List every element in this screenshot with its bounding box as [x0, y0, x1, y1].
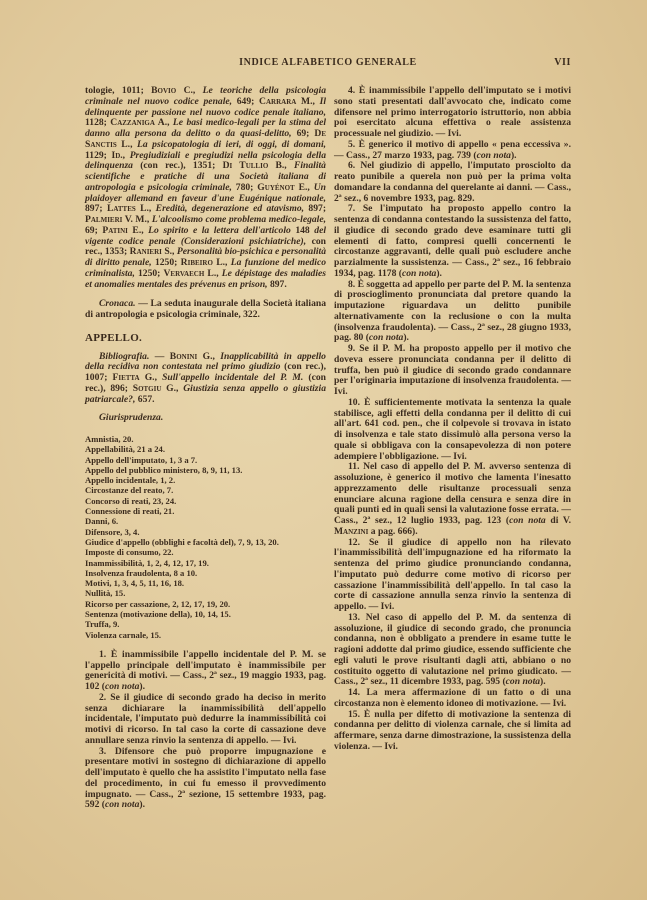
- index-entry: Insolvenza fraudolenta, 8 a 10.: [85, 567, 198, 578]
- holding-paragraph: [85, 747, 326, 812]
- holdings-left: [85, 650, 326, 811]
- text-run: 2. Se il giudice di secondo grado ha deciso in merito senza dichiarare la inammissibilità dell'appello incidentale, l'imputato può dedurre la inammissibilità coi motivi di ricorso. In tal caso la corte di cassazione deve annullare senza rinvio la sentenza di appello. — Ivi.: [85, 691, 326, 746]
- text-run: 6. Nel giudizio di appello, l'imputato prosciolto da reato punibile a querela non può per la prima volta domandare la condanna del querelante ai danni. — Cass., 2ª sez., 6 novembre 1933, pag. 829.: [334, 160, 571, 204]
- holding-paragraph: [334, 280, 571, 345]
- italic-text: Le teoriche della psicologia criminale nel nuovo codice penale,: [85, 85, 326, 107]
- text-run: 1250;: [154, 257, 181, 268]
- section-title: APPELLO.: [85, 331, 143, 344]
- index-entry: Circostanze del reato, 7.: [85, 485, 174, 496]
- text-run: tologie, 1011;: [85, 85, 152, 96]
- index-entry: Appello incidentale, 1, 2.: [85, 475, 176, 486]
- text-run: 1. È inammissibile l'appello incidentale del P. M. se l'appello principale dell'imputato è inammissibile per genericità di motivi. — Cass., 2ª sez., 19 maggio 1933, pag. 102 (: [85, 648, 326, 693]
- index-entry: Appellabilità, 21 a 24.: [85, 444, 165, 455]
- author-name: Carrara M.,: [259, 95, 320, 107]
- italic-text: del vigente codice penale (Considerazioni psichiatriche),: [85, 224, 326, 247]
- author-name: Palmieri V. M.,: [85, 214, 152, 225]
- author-name: Bovio C.,: [151, 85, 203, 96]
- italic-text: La funzione del medico criminalista,: [85, 257, 327, 279]
- index-entry: Danni, 6.: [85, 516, 119, 527]
- text-run: 15. È nulla per difetto di motivazione la sentenza di condanna per delitto di violenza carnale, che si limita ad affermare, senza darne dimostrazione, la sussistenza della violenza. — Ivi.: [334, 708, 571, 752]
- text-run: 69;: [296, 128, 315, 139]
- index-entry: Appello dell'imputato, 1, 3 a 7.: [85, 454, 198, 465]
- text-run: 7. Se l'imputato ha proposto appello contro la sentenza di condanna contestando la sussistenza del fatto, il giudice di secondo grado deve esaminare tutti gli elementi di fatto, compresi quelli concernenti le circostanze aggravanti, delle quali può escludere anche parzialmente la sussistenza. — Cass., 2ª sez., 16 febbraio 1934, pag. 1178 (: [334, 203, 571, 279]
- italic-text: Bibliografia.: [99, 350, 155, 362]
- italic-text: La psicopatologia di ieri, di oggi, di domani,: [137, 138, 327, 150]
- bibliografia-paragraph: [85, 352, 326, 406]
- italic-text: Giustizia senza appello o giustizia patriarcale?,: [85, 382, 326, 405]
- author-name: Vervaech L.,: [163, 267, 222, 279]
- text-run: 657.: [137, 393, 155, 405]
- holding-paragraph: [334, 613, 571, 688]
- holding-paragraph: [334, 161, 571, 204]
- italic-text: Le dépistage des maladies et anomalies mentales des prévenus en prison,: [85, 267, 326, 290]
- left-column: [85, 86, 326, 811]
- italic-text: con nota: [104, 681, 140, 693]
- italic-text: Lo spirito e la lettera dell'articolo: [148, 224, 296, 236]
- text-run: (con rec.), 1351;: [140, 160, 223, 172]
- author-name: Fietta G.,: [112, 372, 163, 383]
- author-name: Id.,: [111, 149, 130, 161]
- author-name: Ribeiro L.,: [180, 257, 231, 268]
- header-title: INDICE ALFABETICO GENERALE: [239, 57, 417, 68]
- index-entry: Ricorso per cassazione, 2, 12, 17, 19, 20.: [85, 598, 231, 609]
- author-name: Ranieri S.,: [129, 246, 177, 258]
- text-run: 69;: [85, 224, 103, 236]
- text-run: 897;: [85, 203, 107, 215]
- text-run: 897;: [308, 203, 327, 215]
- italic-text: con nota: [368, 332, 404, 344]
- holding-paragraph: [334, 688, 571, 710]
- text-run: 649;: [236, 95, 260, 107]
- text-run: 14. La mera affermazione di un fatto o di una circostanza non è elemento idoneo di motivazione. — Ivi.: [334, 687, 571, 709]
- holdings-right: [334, 86, 571, 753]
- index-entry: Amnistia, 20.: [85, 434, 134, 444]
- text-run: 12. Se il giudice di appello non ha rilevato l'inammissibilità dell'impugnazione ed ha riformato la sentenza del primo giudice pronunciando condanna, l'imputato può dedurre come motivo di ricorso per cassazione l'inammissibilità dell'appello. In tal caso la corte di cassazione annulla senza rinvio la sentenza di appello. — Ivi.: [334, 536, 571, 612]
- author-name: Patini E.,: [102, 224, 149, 236]
- index-entry: Truffa, 9.: [85, 619, 120, 630]
- text-run: con rec., 1353;: [85, 235, 326, 258]
- text-run: 1128;: [85, 117, 111, 129]
- author-name: Guyénot E.,: [257, 181, 314, 193]
- text-run: 11. Nel caso di appello del P. M. avverso sentenza di assoluzione, è generico il motivo che lamenta l'inesatto apprezzamento delle risultanze processuali senza enunciare alcuna ragione della censura e senza dire in quali punti ed in quali sensi la valutazione fosse errata. — Cass., 2ª sez., 12 luglio 1933, pag. 123 (: [334, 461, 571, 526]
- author-name: Cazzaniga A.,: [110, 117, 173, 129]
- text-run: 1250;: [137, 267, 164, 279]
- italic-text: con nota: [505, 676, 541, 688]
- holding-paragraph: [334, 462, 571, 537]
- holding-paragraph: [334, 344, 571, 398]
- holding-paragraph: [334, 398, 571, 463]
- text-run: 897.: [269, 278, 287, 290]
- author-name: Sotgiu G.,: [132, 382, 184, 394]
- author-name: Di Tullio B.,: [222, 160, 294, 172]
- index-entry: Difensore, 3, 4.: [85, 526, 140, 537]
- italic-text: con nota: [476, 149, 511, 161]
- text-run: 8. È soggetta ad appello per parte del P. M. la sentenza di proscioglimento pronunciata dal pretore quando la imputazione riguardava un delitto punibile alternativamente con la reclusione o con la multa (insolvenza fraudolenta). — Cass., 2ª sez., 28 giugno 1933, pag. 80 (: [334, 278, 571, 344]
- text-run: — La seduta inaugurale della Società italiana di antropologia e psicologia criminale, 322.: [85, 298, 326, 320]
- right-column: [334, 86, 571, 753]
- text-run: 10. È sufficientemente motivata la sentenza la quale stabilisce, agli effetti della condanna per il delitto di cui all'art. 641 cod. pen., che il colpevole si trovava in istato di insolvenza e tale stato dissimulò alla persona verso la quale si obbligava con la consapevolezza di non potere adempiere l'obbligazione. — Ivi.: [334, 396, 571, 462]
- text-run: ).: [436, 267, 442, 279]
- italic-text: Cronaca.: [99, 298, 139, 310]
- index-entry: Sentenza (motivazione della), 10, 14, 15.: [85, 609, 231, 620]
- text-run: a pag. 666).: [368, 525, 418, 537]
- italic-text: L'alcoolismo come problema medico-legale,: [151, 214, 327, 225]
- author-name: Manzini: [334, 525, 369, 537]
- running-header: [85, 57, 571, 71]
- text-run: (con rec.), 1007;: [85, 361, 327, 383]
- text-run: 4. È inammissibile l'appello dell'imputato se i motivi sono stati presentati dall'avvocato che, indicato come difensore nel primo interrogatorio istruttorio, non abbia poi esercitato alcuna effettiva o reale assistenza processuale nel giudizio. — Ivi.: [334, 85, 571, 139]
- holding-paragraph: [85, 693, 326, 747]
- italic-text: Finalità scientifiche e pratiche di una Società italiana di antropologia e psicologia criminale,: [85, 160, 326, 193]
- index-entry: Violenza carnale, 15.: [85, 629, 162, 640]
- text-run: 3. Difensore che può proporre impugnazione e presentare motivi in sostegno di dichiarazione di appello dell'imputato è quello che ha assistito l'imputato nella fase del procedimento, in cui fu emesso il provvedimento impugnato. — Cass., 2ª sezione, 15 settembre 1933, pag. 592 (: [85, 745, 326, 811]
- holding-paragraph: [334, 538, 571, 613]
- index-entry: Motivi, 1, 3, 4, 5, 11, 16, 18.: [85, 578, 185, 589]
- text-run: (con rec.), 896;: [85, 372, 326, 394]
- index-entry: Imposte di consumo, 22.: [85, 547, 174, 558]
- index-entry: Concorso di reati, 23, 24.: [85, 495, 177, 506]
- index-entry: Connessione di reati, 21.: [85, 506, 175, 517]
- index-entry: Giudice d'appello (obblighi e facoltà del), 7, 9, 13, 20.: [85, 536, 279, 547]
- giurisprudenza-label: Giurisprudenza.: [99, 412, 164, 424]
- page-number: VII: [554, 57, 571, 68]
- italic-text: con nota: [104, 799, 140, 811]
- holding-paragraph: [334, 710, 571, 753]
- holding-paragraph: [334, 204, 571, 279]
- text-run: di V.: [545, 515, 571, 526]
- text-run: ).: [139, 681, 145, 693]
- italic-text: Pregiudiziali e pregiudizi nella psicologia della delinquenza: [85, 149, 326, 172]
- italic-text: Inapplicabilità in appello della recidiva non contestata nel primo giudizio: [85, 350, 326, 373]
- text-run: ).: [510, 149, 517, 161]
- text-run: 148: [295, 224, 315, 236]
- italic-text: con nota: [401, 267, 437, 279]
- index-entry: Inammissibilità, 1, 2, 4, 12, 17, 19.: [85, 557, 209, 568]
- cronaca-paragraph: [85, 299, 326, 321]
- index-entry: Appello del pubblico ministero, 8, 9, 11, 13.: [85, 464, 243, 475]
- text-run: 13. Nel caso di appello del P. M. da sentenza di assoluzione, il giudice di secondo grado, che pronuncia condanna, non è obbligato a prendere in esame tutte le ragioni addotte dal primo giudice, essendo sufficiente che egli valuti le prove risultanti dagli atti, abbiano o no costituito oggetto di valutazione nel primo giudicato. — Cass., 2ª sez., 11 dicembre 1933, pag. 595 (: [334, 611, 571, 688]
- italic-text: Il delinquente per passione nel nuovo codice penale italiano,: [85, 95, 326, 118]
- holding-paragraph: [334, 86, 571, 140]
- text-run: 9. Se il P. M. ha proposto appello per il motivo che doveva essere pronunciata condanna per il delitto di truffa, ben può il giudice di secondo grado condannare per l'originaria imputazione di insolvenza fraudolenta. — Ivi.: [334, 343, 571, 397]
- author-name: Lattes L.,: [106, 203, 156, 215]
- text-run: ).: [139, 799, 145, 811]
- bibliography-continuation: [85, 86, 326, 290]
- italic-text: Un plaidoyer allemand en faveur d'une Eugénique nationale,: [85, 181, 327, 204]
- text-run: ).: [403, 332, 409, 344]
- author-name: Bonini G.,: [169, 350, 221, 362]
- text-run: 780;: [235, 181, 258, 193]
- subject-index: [85, 434, 326, 640]
- index-entry: Nullità, 15.: [85, 588, 126, 599]
- italic-text: Sull'appello incidentale del P. M.: [162, 372, 309, 383]
- text-run: 5. È generico il motivo di appello « pena eccessiva ». — Cass., 27 marzo 1933, pag. 739 (: [334, 138, 571, 161]
- holding-paragraph: [85, 650, 326, 693]
- italic-text: con nota: [509, 515, 546, 526]
- text-run: —: [154, 350, 170, 362]
- text-run: 1129;: [85, 149, 112, 161]
- holding-paragraph: [334, 140, 571, 162]
- italic-text: Le basi medico-legali per la stima del danno alla persona da delitto o da quasi-delitto,: [85, 117, 326, 139]
- author-name: De Sanctis L.,: [85, 128, 327, 150]
- text-run: ).: [540, 676, 546, 688]
- italic-text: Eredità, degenerazione ed atavismo,: [155, 203, 309, 215]
- italic-text: Personalità bio-psichica e personalità di diritto penale,: [85, 246, 327, 268]
